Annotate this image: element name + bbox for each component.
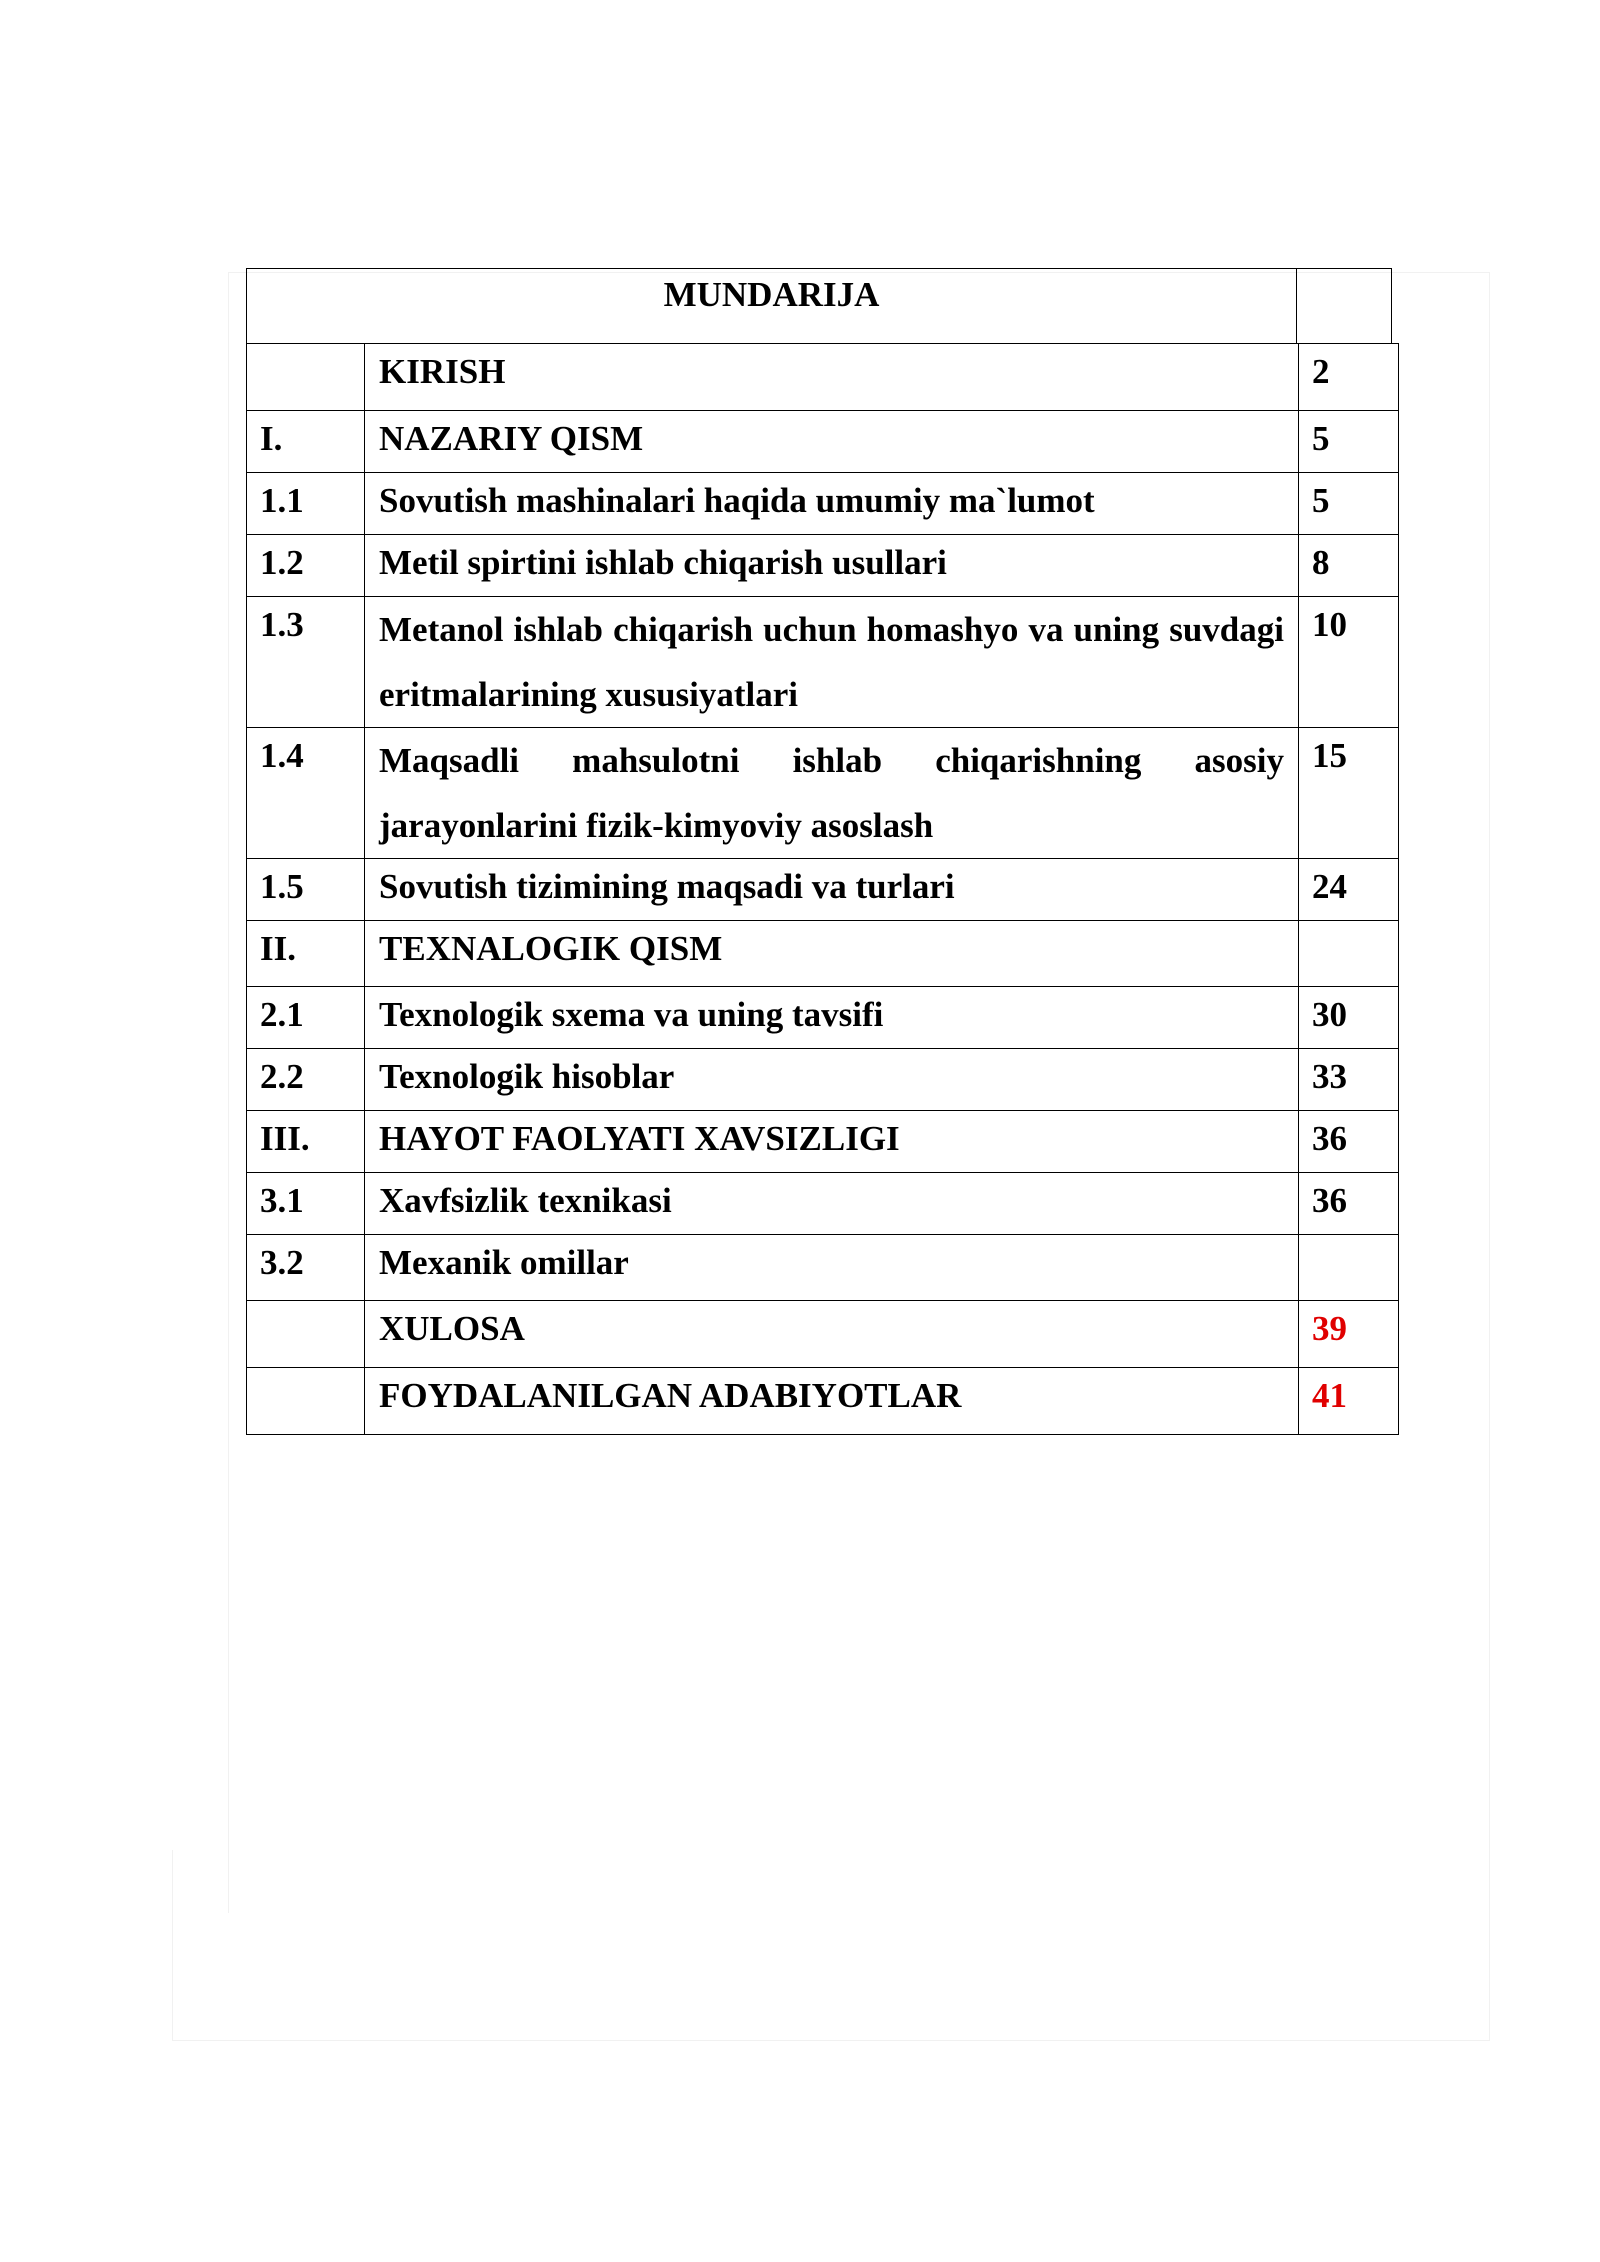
toc-row-page (1299, 1235, 1399, 1301)
toc-row-title: KIRISH (365, 344, 1299, 411)
toc-row-number: 3.2 (247, 1235, 365, 1301)
toc-row-number (247, 1368, 365, 1435)
toc-row-number: II. (247, 921, 365, 987)
toc-row-number: 1.3 (247, 597, 365, 728)
toc-row-page: 5 (1299, 411, 1399, 473)
toc-row (247, 1368, 1399, 1435)
toc-table (246, 343, 1399, 1435)
toc-title: MUNDARIJA (246, 268, 1296, 344)
toc-row-title: Mexanik omillar (365, 1235, 1299, 1301)
toc-row-title: Sovutish mashinalari haqida umumiy ma`lumot (365, 473, 1299, 535)
toc-row-title: Metil spirtini ishlab chiqarish usullari (365, 535, 1299, 597)
toc-row-title: Sovutish tizimining maqsadi va turlari (365, 859, 1299, 921)
toc-row-title: Texnologik sxema va uning tavsifi (365, 987, 1299, 1049)
toc-row-number: 1.4 (247, 728, 365, 859)
toc-row-number: III. (247, 1111, 365, 1173)
toc-row (247, 921, 1399, 987)
toc-row-page: 10 (1299, 597, 1399, 728)
toc-row-page-highlighted: 39 (1299, 1301, 1399, 1368)
toc-row-number: 1.1 (247, 473, 365, 535)
table-of-contents (246, 268, 1396, 1435)
toc-row (247, 1301, 1399, 1368)
toc-row-number: 1.2 (247, 535, 365, 597)
toc-row-page: 33 (1299, 1049, 1399, 1111)
toc-row (247, 1235, 1399, 1301)
toc-row (247, 535, 1399, 597)
toc-row-page: 30 (1299, 987, 1399, 1049)
toc-row-number: I. (247, 411, 365, 473)
toc-row-number: 1.5 (247, 859, 365, 921)
toc-row-page: 15 (1299, 728, 1399, 859)
toc-row-title: Metanol ishlab chiqarish uchun homashyo va uning suvdagi eritmalarining xususiyatlari (365, 597, 1299, 728)
toc-row-page: 36 (1299, 1173, 1399, 1235)
toc-row-page (1299, 921, 1399, 987)
toc-title-blank-cell (1296, 268, 1392, 344)
toc-row (247, 859, 1399, 921)
toc-row (247, 1173, 1399, 1235)
toc-row-title: NAZARIY QISM (365, 411, 1299, 473)
toc-row-title: Texnologik hisoblar (365, 1049, 1299, 1111)
toc-row-title: FOYDALANILGAN ADABIYOTLAR (365, 1368, 1299, 1435)
toc-row (247, 411, 1399, 473)
toc-row-number: 3.1 (247, 1173, 365, 1235)
toc-row (247, 1111, 1399, 1173)
page-frame-lower (172, 1850, 1490, 2041)
toc-row-title: Xavfsizlik texnikasi (365, 1173, 1299, 1235)
toc-row (247, 344, 1399, 411)
toc-row (247, 473, 1399, 535)
toc-row-title: TEXNALOGIK QISM (365, 921, 1299, 987)
toc-row-number: 2.2 (247, 1049, 365, 1111)
toc-row (247, 597, 1399, 728)
toc-row (247, 728, 1399, 859)
toc-title-row (246, 268, 1396, 344)
toc-row-number (247, 344, 365, 411)
toc-row-page: 2 (1299, 344, 1399, 411)
toc-row-page: 24 (1299, 859, 1399, 921)
toc-row-title: Maqsadli mahsulotni ishlab chiqarishning asosiy jarayonlarini fizik-kimyoviy asoslash (365, 728, 1299, 859)
toc-row-number: 2.1 (247, 987, 365, 1049)
toc-row-page: 36 (1299, 1111, 1399, 1173)
toc-row (247, 987, 1399, 1049)
toc-row-title: XULOSA (365, 1301, 1299, 1368)
toc-row-page: 5 (1299, 473, 1399, 535)
toc-row-number (247, 1301, 365, 1368)
toc-row-page-highlighted: 41 (1299, 1368, 1399, 1435)
toc-row (247, 1049, 1399, 1111)
toc-row-title: HAYOT FAOLYATI XAVSIZLIGI (365, 1111, 1299, 1173)
toc-row-page: 8 (1299, 535, 1399, 597)
